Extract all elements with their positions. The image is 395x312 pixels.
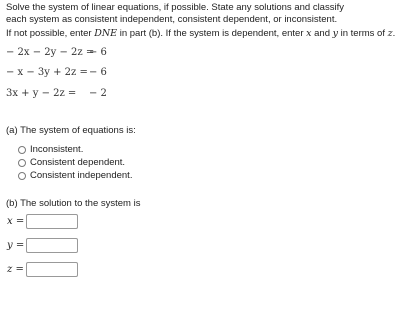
var-z-eq: =	[15, 264, 24, 275]
var-y-ref: y	[332, 28, 338, 39]
var-y-eq: =	[15, 240, 25, 251]
equation-3-lhs: 3x + y − 2z =	[6, 88, 77, 99]
equation-1	[6, 47, 126, 61]
instructions-and: and	[311, 28, 333, 39]
var-x-name: x	[7, 216, 13, 227]
instructions-mid: in part (b). If the system is dependent, enter	[117, 28, 307, 39]
var-z-label	[7, 264, 24, 275]
var-y-label	[7, 240, 24, 251]
part-a-label: (a) The system of equations is:	[6, 125, 136, 136]
radio-consistent-dependent[interactable]	[18, 159, 26, 167]
instructions-terms: in terms of	[338, 28, 388, 39]
option-consistent-dependent[interactable]	[18, 157, 125, 168]
var-x-eq: =	[15, 216, 25, 227]
equation-3-rhs: − 2	[89, 88, 107, 99]
var-y-name: y	[7, 240, 13, 251]
instructions-line-2	[6, 28, 395, 39]
radio-inconsistent[interactable]	[18, 146, 26, 154]
option-inconsistent-label: Inconsistent.	[30, 144, 84, 155]
instructions-prefix: If not possible, enter	[6, 28, 95, 39]
option-inconsistent[interactable]	[18, 144, 83, 155]
var-x-ref: x	[306, 28, 312, 39]
x-input[interactable]	[26, 214, 78, 229]
var-x-label	[7, 216, 24, 227]
equation-2	[6, 67, 126, 81]
y-input[interactable]	[26, 238, 78, 253]
equation-3	[6, 88, 126, 102]
equation-2-rhs: − 6	[89, 67, 107, 78]
equation-1-lhs: − 2x − 2y − 2z =	[6, 47, 95, 58]
radio-consistent-independent[interactable]	[18, 172, 26, 180]
z-input[interactable]	[26, 262, 78, 277]
option-consistent-independent-label: Consistent independent.	[30, 170, 133, 181]
option-consistent-dependent-label: Consistent dependent.	[30, 157, 126, 168]
equation-1-rhs: − 6	[89, 47, 107, 58]
var-z-ref: z	[387, 28, 393, 39]
option-consistent-independent[interactable]	[18, 170, 132, 181]
dne-keyword: DNE	[94, 28, 118, 39]
part-b-label: (b) The solution to the system is	[6, 198, 141, 209]
var-z-name: z	[7, 264, 13, 275]
instructions-text: Solve the system of linear equations, if possible. State any solutions and classify each system as consistent independent, consistent dependent, or inconsistent.	[6, 2, 344, 25]
equation-2-lhs: − x − 3y + 2z =	[6, 67, 88, 78]
